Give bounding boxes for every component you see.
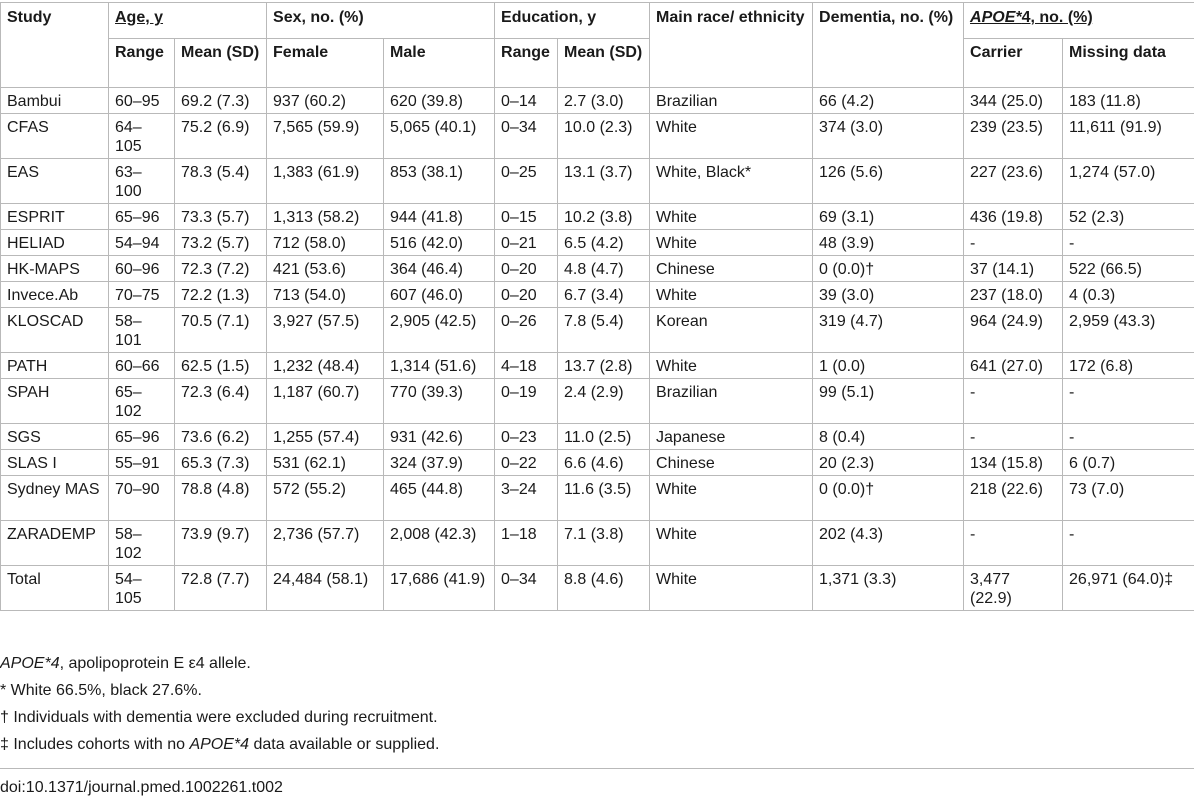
cell-age-mean: 73.2 (5.7) — [175, 230, 267, 256]
table-row — [1, 424, 1194, 450]
cell-dementia: 66 (4.2) — [813, 88, 964, 114]
cell-age-range: 60–96 — [109, 256, 175, 282]
cell-study: HELIAD — [1, 230, 109, 256]
header-dementia: Dementia, no. (%) — [813, 3, 964, 88]
doi-link[interactable]: doi:10.1371/journal.pmed.1002261.t002 — [0, 779, 283, 796]
cell-edu-range: 0–26 — [495, 308, 558, 353]
cell-dementia: 374 (3.0) — [813, 114, 964, 159]
table-row — [1, 282, 1194, 308]
header-age — [109, 3, 267, 39]
table-row — [1, 204, 1194, 230]
table-row — [1, 450, 1194, 476]
cell-male: 324 (37.9) — [384, 450, 495, 476]
cell-race: White — [650, 476, 813, 521]
cell-edu-range: 0–19 — [495, 379, 558, 424]
subheader-age-mean: Mean (SD) — [175, 39, 267, 88]
cell-carrier: 344 (25.0) — [964, 88, 1063, 114]
cell-edu-mean: 2.4 (2.9) — [558, 379, 650, 424]
cell-female: 1,255 (57.4) — [267, 424, 384, 450]
cell-female: 572 (55.2) — [267, 476, 384, 521]
cell-age-range: 70–90 — [109, 476, 175, 521]
cell-female: 1,232 (48.4) — [267, 353, 384, 379]
demographics-table — [0, 2, 1194, 611]
subheader-female: Female — [267, 39, 384, 88]
cell-age-mean: 70.5 (7.1) — [175, 308, 267, 353]
cell-carrier: - — [964, 521, 1063, 566]
cell-female: 1,313 (58.2) — [267, 204, 384, 230]
cell-carrier: 239 (23.5) — [964, 114, 1063, 159]
cell-age-mean: 62.5 (1.5) — [175, 353, 267, 379]
cell-edu-range: 0–25 — [495, 159, 558, 204]
cell-edu-range: 0–34 — [495, 114, 558, 159]
table-row — [1, 256, 1194, 282]
subheader-age-range: Range — [109, 39, 175, 88]
cell-female: 713 (54.0) — [267, 282, 384, 308]
cell-missing: 73 (7.0) — [1063, 476, 1194, 521]
table-row — [1, 521, 1194, 566]
header-race: Main race/ ethnicity — [650, 3, 813, 88]
table-row — [1, 159, 1194, 204]
cell-male: 607 (46.0) — [384, 282, 495, 308]
header-apoe-suffix: 4, no. (%) — [1021, 9, 1093, 26]
cell-female: 2,736 (57.7) — [267, 521, 384, 566]
cell-dementia: 202 (4.3) — [813, 521, 964, 566]
cell-dementia: 48 (3.9) — [813, 230, 964, 256]
cell-carrier: 227 (23.6) — [964, 159, 1063, 204]
cell-carrier: 237 (18.0) — [964, 282, 1063, 308]
cell-age-mean: 78.3 (5.4) — [175, 159, 267, 204]
cell-study: Bambui — [1, 88, 109, 114]
cell-edu-range: 0–20 — [495, 256, 558, 282]
cell-age-mean: 72.3 (6.4) — [175, 379, 267, 424]
cell-edu-mean: 10.0 (2.3) — [558, 114, 650, 159]
cell-male: 853 (38.1) — [384, 159, 495, 204]
cell-edu-mean: 2.7 (3.0) — [558, 88, 650, 114]
table-row — [1, 353, 1194, 379]
cell-age-range: 70–75 — [109, 282, 175, 308]
cell-missing: - — [1063, 230, 1194, 256]
cell-female: 531 (62.1) — [267, 450, 384, 476]
cell-race: Chinese — [650, 256, 813, 282]
cell-carrier: 134 (15.8) — [964, 450, 1063, 476]
cell-race: Chinese — [650, 450, 813, 476]
cell-missing: 522 (66.5) — [1063, 256, 1194, 282]
cell-male: 516 (42.0) — [384, 230, 495, 256]
cell-missing: 4 (0.3) — [1063, 282, 1194, 308]
cell-age-range: 64–105 — [109, 114, 175, 159]
header-age-label: Age, y — [115, 9, 164, 26]
cell-carrier: 641 (27.0) — [964, 353, 1063, 379]
cell-age-mean: 69.2 (7.3) — [175, 88, 267, 114]
cell-edu-mean: 13.7 (2.8) — [558, 353, 650, 379]
cell-missing: - — [1063, 424, 1194, 450]
subheader-edu-mean: Mean (SD) — [558, 39, 650, 88]
cell-dementia: 126 (5.6) — [813, 159, 964, 204]
cell-edu-range: 0–34 — [495, 566, 558, 611]
table-row — [1, 476, 1194, 521]
cell-race: White — [650, 114, 813, 159]
header-apoe-label — [970, 9, 1093, 26]
cell-age-mean: 72.3 (7.2) — [175, 256, 267, 282]
cell-edu-mean: 6.6 (4.6) — [558, 450, 650, 476]
cell-missing: 172 (6.8) — [1063, 353, 1194, 379]
cell-male: 931 (42.6) — [384, 424, 495, 450]
cell-age-range: 54–105 — [109, 566, 175, 611]
cell-edu-range: 4–18 — [495, 353, 558, 379]
cell-carrier: 218 (22.6) — [964, 476, 1063, 521]
cell-female: 421 (53.6) — [267, 256, 384, 282]
cell-edu-mean: 10.2 (3.8) — [558, 204, 650, 230]
cell-missing: 11,611 (91.9) — [1063, 114, 1194, 159]
cell-age-range: 65–102 — [109, 379, 175, 424]
cell-race: Brazilian — [650, 88, 813, 114]
cell-missing: 2,959 (43.3) — [1063, 308, 1194, 353]
cell-male: 2,008 (42.3) — [384, 521, 495, 566]
note-abbrev-term: APOE*4 — [0, 655, 60, 672]
table-row — [1, 566, 1194, 611]
cell-dementia: 0 (0.0)† — [813, 256, 964, 282]
cell-edu-mean: 8.8 (4.6) — [558, 566, 650, 611]
cell-age-mean: 72.2 (1.3) — [175, 282, 267, 308]
table-body — [1, 88, 1194, 611]
cell-missing: - — [1063, 379, 1194, 424]
cell-edu-range: 0–14 — [495, 88, 558, 114]
cell-study: SGS — [1, 424, 109, 450]
table-row — [1, 308, 1194, 353]
header-apoe-italic: APOE* — [970, 9, 1022, 26]
cell-study: PATH — [1, 353, 109, 379]
cell-race: Korean — [650, 308, 813, 353]
cell-male: 944 (41.8) — [384, 204, 495, 230]
cell-race: White — [650, 353, 813, 379]
cell-age-mean: 73.6 (6.2) — [175, 424, 267, 450]
subheader-missing: Missing data — [1063, 39, 1194, 88]
cell-female: 1,383 (61.9) — [267, 159, 384, 204]
note-dagger: † Individuals with dementia were excluded during recruitment. — [0, 709, 438, 726]
cell-carrier: - — [964, 230, 1063, 256]
cell-study: HK-MAPS — [1, 256, 109, 282]
cell-edu-mean: 4.8 (4.7) — [558, 256, 650, 282]
cell-age-mean: 75.2 (6.9) — [175, 114, 267, 159]
cell-male: 620 (39.8) — [384, 88, 495, 114]
cell-study: Invece.Ab — [1, 282, 109, 308]
cell-carrier: 964 (24.9) — [964, 308, 1063, 353]
subheader-edu-range: Range — [495, 39, 558, 88]
cell-edu-mean: 7.8 (5.4) — [558, 308, 650, 353]
table-row — [1, 114, 1194, 159]
subheader-carrier: Carrier — [964, 39, 1063, 88]
note-abbrev-text: , apolipoprotein E ε4 allele. — [59, 655, 251, 672]
cell-male: 2,905 (42.5) — [384, 308, 495, 353]
cell-missing: 1,274 (57.0) — [1063, 159, 1194, 204]
cell-edu-range: 0–20 — [495, 282, 558, 308]
cell-age-range: 54–94 — [109, 230, 175, 256]
cell-study: CFAS — [1, 114, 109, 159]
note-abbreviation — [0, 654, 1194, 673]
cell-edu-range: 0–23 — [495, 424, 558, 450]
cell-female: 1,187 (60.7) — [267, 379, 384, 424]
header-study: Study — [1, 3, 109, 88]
cell-age-range: 60–95 — [109, 88, 175, 114]
header-education: Education, y — [495, 3, 650, 39]
header-sex: Sex, no. (%) — [267, 3, 495, 39]
cell-race: White — [650, 282, 813, 308]
cell-age-mean: 73.3 (5.7) — [175, 204, 267, 230]
cell-study: Sydney MAS — [1, 476, 109, 521]
cell-female: 3,927 (57.5) — [267, 308, 384, 353]
cell-dementia: 8 (0.4) — [813, 424, 964, 450]
cell-edu-mean: 6.5 (4.2) — [558, 230, 650, 256]
cell-race: Japanese — [650, 424, 813, 450]
note-ddagger-prefix: ‡ Includes cohorts with no — [0, 736, 190, 753]
cell-edu-range: 0–22 — [495, 450, 558, 476]
cell-study: Total — [1, 566, 109, 611]
table-notes — [0, 654, 1194, 762]
table-row — [1, 230, 1194, 256]
cell-edu-mean: 7.1 (3.8) — [558, 521, 650, 566]
cell-carrier: - — [964, 379, 1063, 424]
cell-male: 770 (39.3) — [384, 379, 495, 424]
cell-age-mean: 65.3 (7.3) — [175, 450, 267, 476]
cell-age-range: 55–91 — [109, 450, 175, 476]
cell-female: 7,565 (59.9) — [267, 114, 384, 159]
cell-edu-range: 0–21 — [495, 230, 558, 256]
cell-carrier: 436 (19.8) — [964, 204, 1063, 230]
cell-male: 17,686 (41.9) — [384, 566, 495, 611]
cell-age-mean: 73.9 (9.7) — [175, 521, 267, 566]
cell-carrier: 37 (14.1) — [964, 256, 1063, 282]
cell-age-range: 65–96 — [109, 424, 175, 450]
cell-age-mean: 72.8 (7.7) — [175, 566, 267, 611]
table-row — [1, 379, 1194, 424]
cell-dementia: 39 (3.0) — [813, 282, 964, 308]
cell-age-range: 58–101 — [109, 308, 175, 353]
cell-edu-mean: 6.7 (3.4) — [558, 282, 650, 308]
cell-carrier: - — [964, 424, 1063, 450]
doi-divider — [0, 768, 1194, 769]
note-double-dagger — [0, 735, 1194, 754]
cell-study: KLOSCAD — [1, 308, 109, 353]
header-apoe — [964, 3, 1194, 39]
cell-race: White — [650, 230, 813, 256]
cell-race: Brazilian — [650, 379, 813, 424]
cell-female: 937 (60.2) — [267, 88, 384, 114]
cell-female: 24,484 (58.1) — [267, 566, 384, 611]
cell-male: 364 (46.4) — [384, 256, 495, 282]
cell-dementia: 20 (2.3) — [813, 450, 964, 476]
cell-age-range: 60–66 — [109, 353, 175, 379]
cell-study: SPAH — [1, 379, 109, 424]
cell-age-mean: 78.8 (4.8) — [175, 476, 267, 521]
table-row — [1, 88, 1194, 114]
cell-age-range: 65–96 — [109, 204, 175, 230]
cell-study: ZARADEMP — [1, 521, 109, 566]
cell-race: White — [650, 521, 813, 566]
cell-dementia: 69 (3.1) — [813, 204, 964, 230]
note-ddagger-term: APOE*4 — [189, 736, 250, 753]
cell-missing: 6 (0.7) — [1063, 450, 1194, 476]
cell-edu-mean: 11.0 (2.5) — [558, 424, 650, 450]
cell-age-range: 58–102 — [109, 521, 175, 566]
cell-male: 465 (44.8) — [384, 476, 495, 521]
cell-dementia: 99 (5.1) — [813, 379, 964, 424]
cell-race: White, Black* — [650, 159, 813, 204]
subheader-male: Male — [384, 39, 495, 88]
note-ddagger-suffix: data available or supplied. — [249, 736, 440, 753]
cell-missing: - — [1063, 521, 1194, 566]
cell-missing: 183 (11.8) — [1063, 88, 1194, 114]
cell-age-range: 63–100 — [109, 159, 175, 204]
cell-study: SLAS I — [1, 450, 109, 476]
cell-edu-range: 0–15 — [495, 204, 558, 230]
cell-study: ESPRIT — [1, 204, 109, 230]
cell-female: 712 (58.0) — [267, 230, 384, 256]
cell-carrier: 3,477 (22.9) — [964, 566, 1063, 611]
cell-edu-mean: 11.6 (3.5) — [558, 476, 650, 521]
cell-edu-range: 3–24 — [495, 476, 558, 521]
note-star: * White 66.5%, black 27.6%. — [0, 682, 202, 699]
cell-edu-mean: 13.1 (3.7) — [558, 159, 650, 204]
cell-dementia: 319 (4.7) — [813, 308, 964, 353]
cell-dementia: 1,371 (3.3) — [813, 566, 964, 611]
cell-dementia: 0 (0.0)† — [813, 476, 964, 521]
cell-race: White — [650, 566, 813, 611]
cell-dementia: 1 (0.0) — [813, 353, 964, 379]
cell-missing: 26,971 (64.0)‡ — [1063, 566, 1194, 611]
cell-male: 5,065 (40.1) — [384, 114, 495, 159]
cell-male: 1,314 (51.6) — [384, 353, 495, 379]
cell-edu-range: 1–18 — [495, 521, 558, 566]
cell-study: EAS — [1, 159, 109, 204]
cell-race: White — [650, 204, 813, 230]
cell-missing: 52 (2.3) — [1063, 204, 1194, 230]
